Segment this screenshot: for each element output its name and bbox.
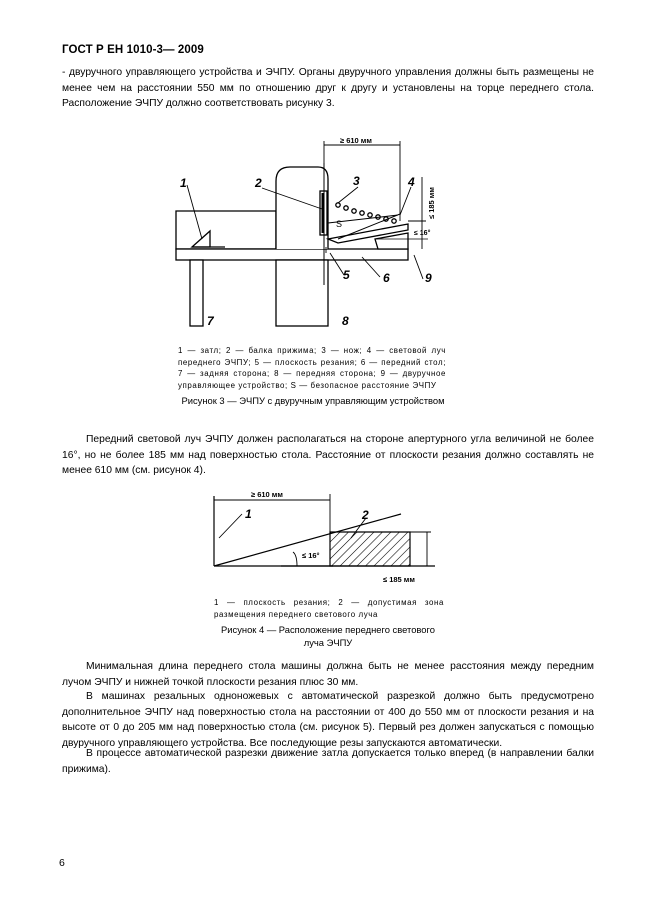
document-header: ГОСТ Р ЕН 1010-3— 2009 bbox=[62, 44, 204, 56]
fig4-label-1: 1 bbox=[245, 507, 252, 521]
page-number: 6 bbox=[59, 857, 65, 869]
fig3-label-5: 5 bbox=[343, 268, 350, 282]
fig3-label-7: 7 bbox=[207, 314, 214, 328]
fig3-label-s: S bbox=[336, 219, 343, 229]
fig4-angle: ≤ 16° bbox=[302, 551, 320, 560]
fig3-dim-185: ≤ 185 мм bbox=[427, 187, 436, 219]
fig3-label-6: 6 bbox=[383, 271, 390, 285]
figure-4-caption: Рисунок 4 — Расположение переднего светового луча ЭЧПУ bbox=[221, 624, 435, 648]
fig3-dim-610: ≥ 610 мм bbox=[340, 136, 372, 145]
fig4-label-2: 2 bbox=[362, 508, 369, 522]
fig3-label-2: 2 bbox=[255, 176, 262, 190]
fig3-angle: ≤ 16° bbox=[414, 230, 431, 237]
figure-3-diagram bbox=[170, 135, 445, 335]
fig4-dim-610: ≥ 610 мм bbox=[251, 490, 283, 499]
paragraph-two-hand-control: - двуручного управляющего устройства и ЭЧПУ. Органы двуручного управления должны быть размещены не менее чем на расстоянии 550 мм по отношению друг к другу и установлены на торце переднего стола. Расположение ЭЧПУ должно соответствовать рисунку 3. bbox=[62, 67, 594, 110]
paragraph-auto-cutting: В машинах резальных одноножевых с автоматической разрезкой должно быть предусмотрено дополнительное ЭЧПУ над поверхностью стола на расстоянии от 400 до 550 мм от плоскости резания и на высоте от 0 до 205 мм над поверхностью стола (см. рисунок 5). Первый рез должен запускаться с помощью двуручного управляющего устройства. Все последующие резы запускаются автоматически. bbox=[62, 691, 594, 749]
paragraph-front-table-length: Минимальная длина переднего стола машины должна быть не менее расстояния между передним лучом ЭЧПУ и нижней точкой плоскости резания плюс 30 мм. bbox=[62, 661, 594, 688]
fig3-label-4: 4 bbox=[408, 175, 415, 189]
figure-4-diagram bbox=[205, 480, 445, 592]
paragraph-front-beam: Передний световой луч ЭЧПУ должен располагаться на стороне апертурного угла величиной не более 16°, но не более 185 мм над поверхностью стола. Расстояние от плоскости резания должно составлять не менее 610 мм (см. рисунок 4). bbox=[62, 434, 594, 477]
paragraph-backgauge-movement: В процессе автоматической разрезки движение затла допускается только вперед (в направлении балки прижима). bbox=[62, 748, 594, 775]
fig3-label-3: 3 bbox=[353, 174, 360, 188]
fig3-label-8: 8 bbox=[342, 314, 349, 328]
fig3-label-9: 9 bbox=[425, 271, 432, 285]
fig4-dim-185: ≤ 185 мм bbox=[383, 575, 415, 584]
figure-3-legend: 1 — затл; 2 — балка прижима; 3 — нож; 4 — световой луч переднего ЭЧПУ; 5 — плоскость резания; 6 — передний стол; 7 — задняя сторона; 8 — передняя сторона; 9 — двуручное управляющее устройство; S — безопасное расстояние ЭЧПУ bbox=[178, 346, 446, 390]
fig3-label-1: 1 bbox=[180, 176, 187, 190]
figure-4-legend: 1 — плоскость резания; 2 — допустимая зона размещения переднего светового луча bbox=[214, 598, 444, 619]
figure-3-caption: Рисунок 3 — ЭЧПУ с двуручным управляющим устройством bbox=[181, 395, 445, 406]
